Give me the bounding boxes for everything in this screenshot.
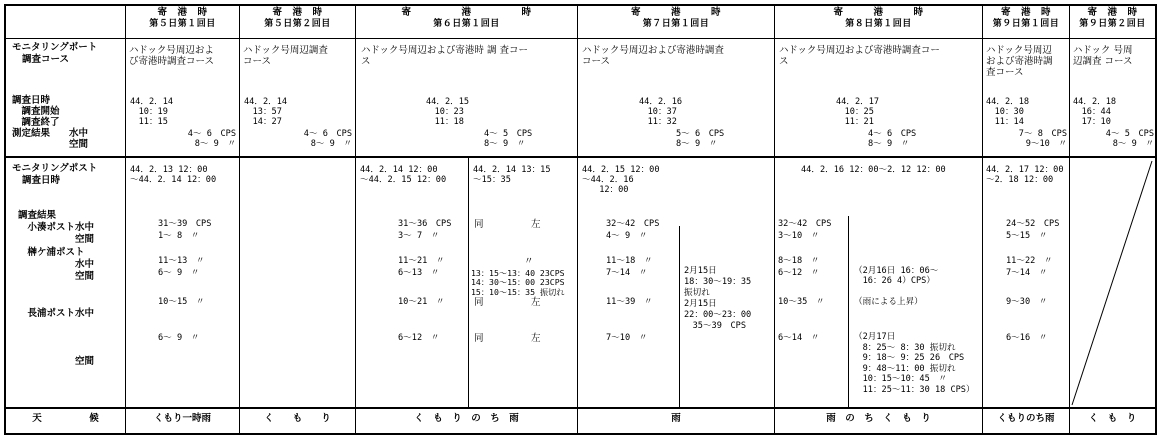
header-title: 寄 港 時 <box>833 7 924 18</box>
header-col2 <box>240 8 355 30</box>
post-dates: 44．2．16 12：00～2．12 12：00 <box>801 165 946 175</box>
column-divider <box>577 6 578 433</box>
ditto-mark: 〃 <box>524 256 534 267</box>
header-col3 <box>356 8 577 30</box>
post-value: 9～30 〃 <box>1006 297 1048 307</box>
course-text: ハドック 号周 辺調査 コース <box>1073 45 1133 67</box>
post-value: 24～52 CPS <box>1006 219 1060 229</box>
post-value: 10～21 〃 <box>398 297 445 307</box>
post-value: 7～10 〃 <box>606 333 648 343</box>
course-text: ハドック号周辺およ び寄港時調査コース <box>129 45 215 67</box>
post-dates: 44．2．15 12：00 ～44．2．16 12：00 <box>582 165 660 195</box>
cutoff-events: 2月15日 18：30～19：35 振切れ 2月15日 22：00～23：00 35～39 CPS <box>684 266 752 331</box>
header-sub: 第５日第１回目 <box>149 18 216 29</box>
survey-dates: 44．2．18 10：30 11：14 <box>986 97 1030 127</box>
post-value: 10～15 〃 <box>158 297 205 307</box>
column-divider <box>774 6 775 433</box>
course-text: ハドック号周辺および寄港時 調 査コー ス <box>361 45 528 67</box>
weather-value: くもり一時雨 <box>153 413 211 424</box>
boat-row-labels: 調査日時 調査開始 調査終了 測定結果 水中 空間 <box>12 95 89 150</box>
post-row-labels: 調査結果 小湊ポスト水中 空間 榊ケ浦ポスト 水中 空間 長浦ポスト水中 空間 <box>18 210 95 368</box>
weather-rule <box>6 407 1155 409</box>
header-col1 <box>126 8 239 30</box>
post-value: 11～39 〃 <box>606 297 653 307</box>
header-title: 寄 港 時 <box>272 7 323 18</box>
post-value: 4～ 9 〃 <box>606 231 648 241</box>
course-text: ハドック号周辺および寄港時調査コー ス <box>779 45 940 67</box>
header-col5 <box>775 8 982 30</box>
weather-label: 天 候 <box>32 413 99 424</box>
survey-dates: 44．2．14 13：57 14：27 <box>244 97 288 127</box>
post-value: 7～14 〃 <box>1006 268 1048 278</box>
course-text: ハドック号周辺および寄港時調査 コース <box>582 45 724 67</box>
header-title: 寄 港 時 <box>401 7 532 18</box>
post-value: 7～14 〃 <box>606 268 648 278</box>
post-value: 11～21 〃 <box>398 256 445 266</box>
weather-value: くもりのち雨 <box>997 413 1055 424</box>
no-data-diagonal <box>1070 157 1155 407</box>
survey-dates: 44．2．15 10：23 11：18 <box>426 97 470 127</box>
post-value: 6～ 9 〃 <box>158 268 200 278</box>
post-value: 6～12 〃 <box>778 268 820 278</box>
header-col6 <box>983 8 1069 30</box>
same-as-left: 同 左 <box>474 219 541 230</box>
cutoff-events: （2月17日 8：25～ 8：30 振切れ 9：18～ 9：25 26 CPS 9：48～11：00 振切れ 10：15～10：45 〃 11：25～11：30 18 CPS） <box>854 332 975 395</box>
subcolumn-divider <box>679 226 680 408</box>
post-value: 10～35 〃 <box>778 297 825 307</box>
course-label: 調査コース <box>22 54 70 65</box>
subcolumn-divider <box>848 216 849 408</box>
survey-dates: 44．2．18 16：44 17：10 <box>1073 97 1117 127</box>
post-value: 1～ 8 〃 <box>158 231 200 241</box>
post-value: 32～42 CPS <box>778 219 832 229</box>
post-label: モニタリングポスト <box>12 163 98 174</box>
header-title: 寄 港 時 <box>630 7 721 18</box>
survey-dates: 44．2．17 10：25 11：21 <box>836 97 880 127</box>
column-divider <box>239 6 240 433</box>
post-value: 11～18 〃 <box>606 256 653 266</box>
course-text: ハドック号周辺調査 コース <box>243 45 328 67</box>
post-value: 6～13 〃 <box>398 268 440 278</box>
post-dates: 44．2．17 12：00 ～2．18 12：00 <box>986 165 1064 185</box>
boat-result: 5～ 6 CPS 8～ 9 〃 <box>676 129 725 149</box>
header-rule <box>6 38 1155 39</box>
monitoring-table <box>4 4 1157 435</box>
weather-value: 雨 の ち く も り <box>826 413 931 424</box>
post-value: 11～13 〃 <box>158 256 205 266</box>
header-title: 寄 港 時 <box>157 7 208 18</box>
post-value: 31～39 CPS <box>158 219 212 229</box>
post-value: 32～42 CPS <box>606 219 660 229</box>
section-rule <box>6 156 1155 158</box>
header-sub: 第７日第１回目 <box>642 18 710 29</box>
weather-value: く も り <box>1088 413 1137 424</box>
weather-value: く も り <box>264 413 331 424</box>
post-value: 6～ 9 〃 <box>158 333 200 343</box>
course-text: ハドック号周辺 および寄港時調 査コース <box>986 45 1053 78</box>
header-col4 <box>578 8 774 30</box>
header-sub: 第５日第２回目 <box>264 18 331 29</box>
boat-result: 4～ 6 CPS 8～ 9 〃 <box>187 129 236 149</box>
post-dates: 44．2．13 12：00 ～44．2．14 12：00 <box>130 165 217 185</box>
header-sub: 第６日第１回目 <box>433 18 500 29</box>
post-dates: 44．2．14 13：15 ～15：35 <box>473 165 551 185</box>
header-col7 <box>1070 8 1155 30</box>
post-dates: 44．2．14 12：00 ～44．2．15 12：00 <box>360 165 447 185</box>
weather-value: 雨 <box>671 413 681 424</box>
same-as-left: 同 左 <box>474 333 541 344</box>
survey-dates: 44．2．16 10：37 11：32 <box>639 97 683 127</box>
boat-label: モニタリングボート <box>12 42 98 53</box>
weather-value: く も り の ち 雨 <box>414 413 519 424</box>
header-sub: 第８日第１回目 <box>845 18 912 29</box>
post-date-label: 調査日時 <box>22 175 61 186</box>
post-value: 31～36 CPS <box>398 219 452 229</box>
post-value: 11～22 〃 <box>1006 256 1053 266</box>
boat-result: 4～ 6 CPS 8～ 9 〃 <box>303 129 352 149</box>
rain-note: （雨による上昇） <box>854 297 923 307</box>
post-value: 5～15 〃 <box>1006 231 1048 241</box>
post-value: 8～18 〃 <box>778 256 820 266</box>
post-value: 3～ 7 〃 <box>398 231 440 241</box>
boat-result: 7～ 8 CPS 9～10 〃 <box>1018 129 1067 149</box>
header-sub: 第９日第１回目 <box>992 18 1060 29</box>
header-title: 寄 港 時 <box>1000 7 1051 18</box>
post-value: 6～16 〃 <box>1006 333 1048 343</box>
rain-note: （2月16日 16：06～ 16：26 4）CPS） <box>854 266 939 286</box>
header-sub: 第９日第２回目 <box>1079 18 1146 29</box>
boat-result: 4～ 5 CPS 8～ 9 〃 <box>484 129 533 149</box>
column-divider <box>355 6 356 433</box>
post-value: 3～10 〃 <box>778 231 820 241</box>
column-divider <box>982 6 983 433</box>
post-value: 6～14 〃 <box>778 333 820 343</box>
same-as-left: 同 左 <box>474 297 541 308</box>
subcolumn-divider <box>468 156 469 408</box>
column-divider <box>125 6 126 433</box>
survey-dates: 44．2．14 10：19 11：15 <box>130 97 174 127</box>
post-value: 6～12 〃 <box>398 333 440 343</box>
header-title: 寄 港 時 <box>1087 7 1138 18</box>
cutoff-events: 13：15～13：40 23CPS 14：30～15：00 23CPS 15：10～15：35 振切れ <box>471 268 565 297</box>
boat-result: 4～ 6 CPS 8～ 9 〃 <box>868 129 917 149</box>
boat-result: 4～ 5 CPS 8～ 9 〃 <box>1105 129 1154 149</box>
